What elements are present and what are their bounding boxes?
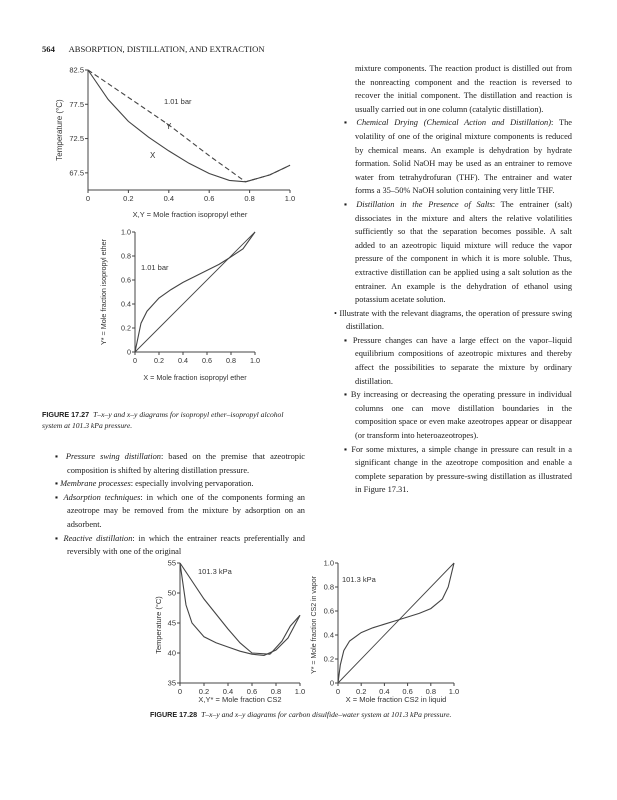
x-tick-label: 0	[133, 356, 137, 365]
y-axis-label: Y* = Mole fraction isopropyl ether	[99, 238, 108, 346]
vapor-curve-y	[88, 70, 290, 182]
x-tick-label: 0.8	[226, 356, 236, 365]
term: Pressure swing distillation	[65, 452, 161, 461]
y-tick-label: 0.8	[323, 582, 334, 592]
y-tick-label: 0	[329, 678, 334, 688]
x-axis-label: X,Y* = Mole fraction CS2	[198, 695, 282, 704]
term: Distillation in the Presence of Salts	[356, 199, 493, 209]
page-number: 564	[42, 44, 55, 54]
item-text: : in which the entrainer reacts preferentially and reversibly with one of the original	[67, 533, 305, 557]
list-item: ▪ Distillation in the Presence of Salts: The entrainer (salt) dissociates in the mixture and alters the relative volatilities sufficiently so that the separation becomes possible. A salt added to an azeotropic liquid mixture will reduce the vapor pressure of the component in which it is more soluble. Thus, extractive distillation can be applied using a salt solution as the entrainer. An example is the dehydration of ethanol using potassium acetate solution.	[344, 199, 572, 305]
y-axis-label: Y* = Mole fraction CS2 in vapor	[311, 576, 318, 674]
x-tick-label: 0.2	[154, 356, 164, 365]
diagonal-line	[135, 232, 255, 352]
x-tick-label: 0.2	[355, 687, 367, 696]
curve-label-x: X	[150, 151, 156, 160]
curve-label-y: Y	[166, 122, 172, 131]
item-text: : based on the premise that azeotropic composition is shifted by altering distillation pressure.	[67, 452, 305, 475]
x-axis-label: X = Mole fraction CS2 in liquid	[345, 695, 447, 704]
chart-title: 1.01 bar	[164, 97, 192, 106]
item-text: : The volatility of one of the original mixture components is reduced by chemical means. An example is dehydration by hydrate formation. Solid NaOH may be used as an entrainer to remove water from tetrahydrofuran (THF). The entrainer and water forms a 35–50% NaOH solution containing very little THF.	[355, 118, 572, 196]
x-tick-label: 0.8	[270, 687, 282, 696]
caption-text: T–x–y and x–y diagrams for carbon disulfide–water system at 101.3 kPa pressure.	[201, 710, 452, 719]
y-tick-label: 55	[167, 558, 176, 568]
x-tick-label: 0	[177, 687, 183, 696]
figure-17-27-xy-chart	[80, 222, 280, 382]
vapor-curve	[180, 563, 270, 654]
figure-17-28-xy-chart	[306, 555, 476, 705]
right-column	[334, 62, 572, 497]
y-tick-label: 35	[167, 678, 176, 688]
figure-17-28-txy-chart	[150, 555, 320, 705]
term: Chemical Drying (Chemical Action and Distillation)	[356, 118, 552, 128]
x-tick-label: 1.0	[250, 356, 260, 365]
running-header	[42, 44, 265, 54]
y-tick-label: 40	[167, 648, 176, 658]
caption-label: FIGURE 17.28	[150, 710, 198, 719]
item-text: Illustrate with the relevant diagrams, the operation of pressure swing distillation.	[339, 308, 573, 332]
y-tick-label: 67.5	[69, 168, 84, 178]
chart-title: 1.01 bar	[141, 263, 169, 272]
y-tick-label: 1.0	[323, 558, 334, 568]
chart-title: 101.3 kPa	[198, 567, 232, 576]
x-tick-label: 0.4	[163, 194, 175, 203]
item-text: For some mixtures, a simple change in pressure can result in a significant change in the azeotrope composition and enable a complete separation by pressure-swing distillation as illustrated in Figure 17.31.	[351, 444, 572, 495]
vapor-curve-right	[270, 615, 300, 654]
x-tick-label: 0.6	[203, 194, 215, 203]
x-tick-label: 0.8	[425, 687, 437, 696]
y-tick-label: 50	[167, 588, 176, 598]
list-item: ▪ By increasing or decreasing the operating pressure in individual columns one can move distillation boundaries in the composition space or even make azeotropes appear or disappear (or transform into heteroazeotropes).	[344, 390, 572, 441]
term: Adsorption techniques	[63, 492, 141, 502]
x-tick-label: 0.4	[379, 687, 390, 696]
y-tick-label: 0.6	[323, 606, 334, 616]
y-tick-label: 82.5	[69, 65, 84, 75]
liquid-curve-x	[88, 70, 290, 182]
figure-17-27-caption	[42, 409, 304, 431]
item-text: : The entrainer (salt) dissociates in the mixture and alters the relative volatilities sufficiently so that the separation becomes possible. A salt added to an azeotropic liquid mixture will reduce the vapor pressure of the component in which it is more soluble. Thus, extractive distillation can be applied using a salt solution as the entrainer. An example is the dehydration of ethanol using potassium acetate solution.	[355, 199, 572, 305]
y-tick-label: 0.6	[121, 275, 131, 285]
figure-17-28-caption	[150, 709, 570, 720]
x-axis-label: X = Mole fraction isopropyl ether	[143, 373, 247, 382]
term: Membrane processes	[60, 479, 131, 489]
y-tick-label: 0	[127, 347, 131, 357]
y-axis-label: Temperature (°C)	[55, 99, 64, 161]
list-item: ▪ Reactive distillation: in which the entrainer reacts preferentially and reversibly with one of the original	[55, 533, 305, 557]
x-tick-label: 0.2	[198, 687, 210, 696]
chart-title: 101.3 kPa	[342, 575, 376, 584]
x-tick-label: 0	[335, 687, 341, 696]
list-item: ▪ For some mixtures, a simple change in pressure can result in a significant change in the azeotrope composition and enable a complete separation by pressure-swing distillation as illustrated in Figure 17.31.	[344, 444, 572, 495]
y-axis-label: Temperature (°C)	[154, 596, 163, 654]
y-tick-label: 0.2	[323, 654, 334, 664]
caption-text: T–x–y and x–y diagrams for isopropyl ether–isopropyl alcohol system at 101.3 kPa pressure.	[42, 410, 284, 430]
item-text: : in which one of the components forming an azeotrope may be removed from the mixture by adsorption on an adsorbent.	[67, 492, 305, 529]
x-tick-label: 1.0	[294, 687, 306, 696]
item-text: Pressure changes can have a large effect on the vapor–liquid equilibrium compositions of azeotropic mixtures and thereby affect the possibilities to separate the mixture by ordinary distillation.	[352, 335, 572, 386]
x-tick-label: 0.4	[222, 687, 234, 696]
paragraph: mixture components. The reaction product is distilled out from the nonreacting component and the reaction is reversed to recover the initial component. The distillation and reaction is usually carried out in one column (catalytic distillation).	[355, 64, 572, 114]
term: Reactive distillation	[63, 533, 133, 543]
caption-label: FIGURE 17.27	[42, 410, 90, 419]
figure-17-27-txy-chart	[50, 62, 320, 222]
list-item: ▪ Membrane processes: especially involving pervaporation.	[55, 479, 254, 489]
list-item: ▪ Chemical Drying (Chemical Action and Distillation): The volatility of one of the original mixture components is reduced by chemical means. An example is dehydration by hydrate formation. Solid NaOH may be used as an entrainer to remove water from tetrahydrofuran (THF). The entrainer and water forms a 35–50% NaOH solution containing very little THF.	[344, 118, 572, 196]
x-tick-label: 0	[85, 194, 91, 203]
left-column	[55, 450, 305, 559]
list-item: ▪ Pressure swing distillation: based on the premise that azeotropic composition is shifted by altering distillation pressure.	[55, 452, 305, 475]
y-tick-label: 0.8	[121, 251, 131, 261]
item-text: By increasing or decreasing the operating pressure in individual columns one can move distillation boundaries in the composition space or even make azeotropes appear or disappear (or transform into heteroazeotropes).	[350, 390, 572, 441]
y-tick-label: 77.5	[69, 99, 84, 109]
y-tick-label: 1.0	[121, 227, 131, 237]
item-text: : especially involving pervaporation.	[130, 479, 254, 489]
list-item: ▪ Adsorption techniques: in which one of the components forming an azeotrope may be removed from the mixture by adsorption on an adsorbent.	[55, 492, 305, 529]
list-item: ▪ Pressure changes can have a large effect on the vapor–liquid equilibrium compositions of azeotropic mixtures and thereby affect the possibilities to separate the mixture by ordinary distillation.	[344, 335, 572, 386]
x-tick-label: 0.4	[178, 356, 188, 365]
x-axis-label: X,Y = Mole fraction isopropyl ether	[132, 210, 248, 219]
y-tick-label: 45	[167, 618, 176, 628]
y-tick-label: 72.5	[69, 134, 84, 144]
x-tick-label: 0.8	[244, 194, 255, 203]
x-tick-label: 1.0	[284, 194, 296, 203]
x-tick-label: 0.6	[246, 687, 258, 696]
y-tick-label: 0.4	[323, 630, 334, 640]
y-tick-label: 0.2	[121, 323, 131, 333]
y-tick-label: 0.4	[121, 299, 131, 309]
list-item: • Illustrate with the relevant diagrams, the operation of pressure swing distillation.	[334, 308, 573, 332]
x-tick-label: 0.6	[202, 356, 212, 365]
x-tick-label: 0.2	[123, 194, 134, 203]
x-tick-label: 0.6	[402, 687, 413, 696]
x-tick-label: 1.0	[448, 687, 460, 696]
running-title: ABSORPTION, DISTILLATION, AND EXTRACTION	[68, 44, 265, 54]
